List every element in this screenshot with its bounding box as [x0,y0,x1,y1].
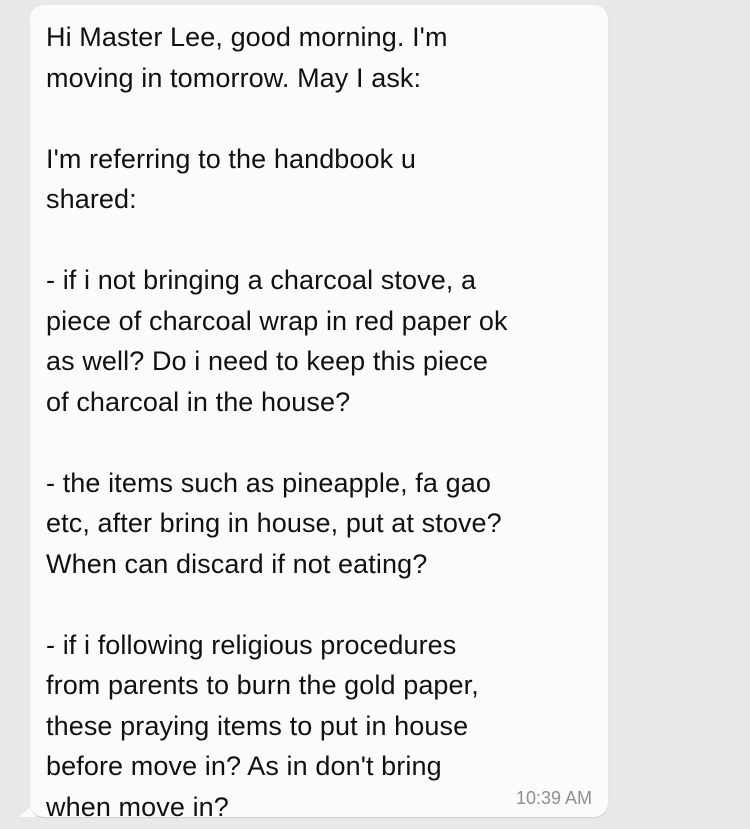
message-bubble[interactable] [30,5,608,822]
message-text: Hi Master Lee, good morning. I'm moving in tomorrow. May I ask: I'm referring to the handbook u shared: - if i not bringing a charcoal stove, a piece of charcoal wrap in red paper ok as well? Do i need to keep this piece of charcoal in the house? - the items such as pineapple, fa gao etc, after bring in house, put at stove? When can discard if not eating? - if i following religious procedures from parents to burn the gold paper, these praying items to put in house before move in? As in don't bring when move in? [46,22,508,822]
message-timestamp: 10:39 AM [515,788,592,808]
